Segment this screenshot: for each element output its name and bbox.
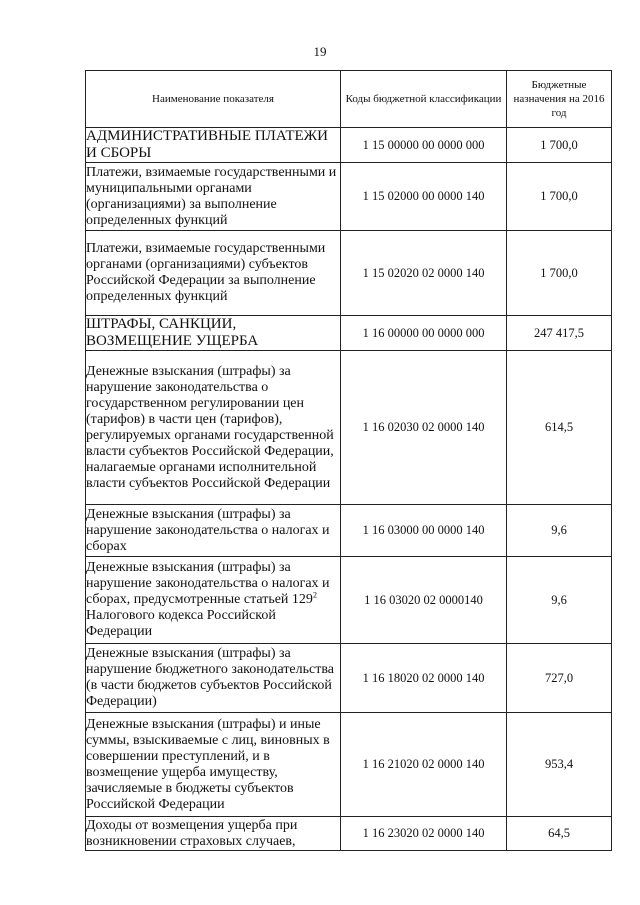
header-budget-allocations: Бюджетные назначения на 2016 год	[507, 71, 612, 128]
row-code: 1 16 18020 02 0000 140	[341, 644, 507, 713]
row-value: 953,4	[507, 713, 612, 817]
row-name	[86, 557, 341, 644]
row-name: ШТРАФЫ, САНКЦИИ, ВОЗМЕЩЕНИЕ УЩЕРБА	[86, 316, 341, 351]
table-row	[86, 505, 612, 557]
table-row	[86, 316, 612, 351]
row-name: Денежные взыскания (штрафы) за нарушение законодательства о налогах и сборах	[86, 505, 341, 557]
row-value: 614,5	[507, 351, 612, 505]
page-number: 19	[313, 44, 327, 59]
table-row	[86, 644, 612, 713]
row-code: 1 16 03020 02 0000140	[341, 557, 507, 644]
table-row	[86, 128, 612, 163]
row-code: 1 16 23020 02 0000 140	[341, 817, 507, 851]
header-indicator-name: Наименование показателя	[86, 71, 341, 128]
row-name: Денежные взыскания (штрафы) за нарушение бюджетного законодательства (в части бюджетов субъектов Российской Федерации)	[86, 644, 341, 713]
row-name: Денежные взыскания (штрафы) и иные суммы, взыскиваемые с лиц, виновных в совершении преступлений, и в возмещение ущерба имуществу, зачисляемые в бюджеты субъектов Российской Федерации	[86, 713, 341, 817]
table-header-row	[86, 71, 612, 128]
row-code: 1 16 02030 02 0000 140	[341, 351, 507, 505]
row-code: 1 16 21020 02 0000 140	[341, 713, 507, 817]
row-value: 247 417,5	[507, 316, 612, 351]
row-code: 1 16 00000 00 0000 000	[341, 316, 507, 351]
row-value: 1 700,0	[507, 128, 612, 163]
row-name: АДМИНИСТРАТИВНЫЕ ПЛАТЕЖИ И СБОРЫ	[86, 128, 341, 163]
row-name: Платежи, взимаемые государственными и муниципальными органами (организациями) за выполнение определенных функций	[86, 163, 341, 231]
table-row	[86, 713, 612, 817]
row-code: 1 16 03000 00 0000 140	[341, 505, 507, 557]
row-name-text: Денежные взыскания (штрафы) за нарушение законодательства о налогах и сборах, предусмотренные статьей 129	[86, 560, 330, 607]
row-value: 9,6	[507, 557, 612, 644]
table-row	[86, 557, 612, 644]
row-code: 1 15 02020 02 0000 140	[341, 231, 507, 316]
row-value: 64,5	[507, 817, 612, 851]
article-superscript: 2	[312, 590, 317, 600]
header-budget-codes: Коды бюджетной классификации	[341, 71, 507, 128]
row-value: 9,6	[507, 505, 612, 557]
row-value: 727,0	[507, 644, 612, 713]
row-code: 1 15 00000 00 0000 000	[341, 128, 507, 163]
row-code: 1 15 02000 00 0000 140	[341, 163, 507, 231]
row-value: 1 700,0	[507, 163, 612, 231]
row-name: Денежные взыскания (штрафы) за нарушение законодательства о государственном регулировании цен (тарифов) в части цен (тарифов), регулируемых органами государственной власти субъектов Российской Федерации, налагаемые органами исполнительной власти субъектов Российской Федерации	[86, 351, 341, 505]
row-name: Доходы от возмещения ущерба при возникновении страховых случаев,	[86, 817, 341, 851]
table-row	[86, 163, 612, 231]
row-name: Платежи, взимаемые государственными органами (организациями) субъектов Российской Федерации за выполнение определенных функций	[86, 231, 341, 316]
table-row	[86, 817, 612, 851]
row-name-text-end: Налогового кодекса Российской Федерации	[86, 608, 276, 639]
table-row	[86, 351, 612, 505]
row-value: 1 700,0	[507, 231, 612, 316]
budget-table	[85, 70, 612, 851]
table-row	[86, 231, 612, 316]
